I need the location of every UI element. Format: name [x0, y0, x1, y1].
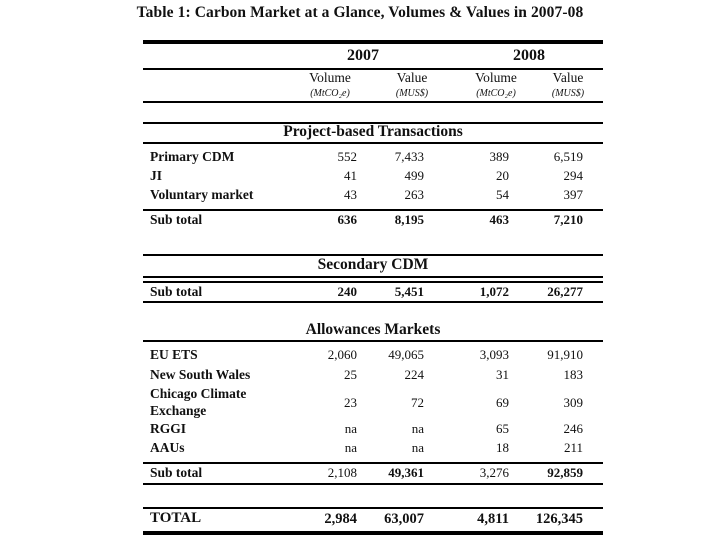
row-label: JI [150, 168, 163, 183]
cell: 2,108 [327, 465, 357, 480]
row-label: AAUs [150, 440, 185, 455]
cell: 25 [344, 367, 357, 382]
row-label: New South Wales [150, 367, 251, 382]
table-title: Table 1: Carbon Market at a Glance, Volumes & Values in 2007-08 [136, 4, 584, 21]
cell: 18 [496, 440, 509, 455]
cell: 240 [337, 284, 357, 299]
col-value-2007: Value [396, 70, 428, 85]
cell: 92,859 [547, 465, 583, 480]
row-label-line2: Exchange [150, 403, 207, 418]
cell: 69 [496, 395, 509, 410]
row-label: Sub total [150, 212, 203, 227]
section-title-project-based: Project-based Transactions [283, 123, 463, 140]
section-rule [143, 276, 603, 278]
col-volume-2008: Volume [475, 70, 517, 85]
row-label: Primary CDM [150, 149, 235, 164]
row-label: Chicago Climate [150, 386, 247, 401]
cell: 126,345 [535, 511, 583, 527]
cell: 463 [489, 212, 509, 227]
cell: 41 [344, 168, 357, 183]
unit-value-2008: (MUS$) [551, 88, 585, 99]
section-rule [143, 340, 603, 342]
row-label: RGGI [150, 421, 187, 436]
section-title-secondary-cdm: Secondary CDM [317, 256, 429, 273]
total-rule [143, 507, 603, 509]
col-value-2008: Value [552, 70, 584, 85]
cell: 246 [563, 421, 583, 436]
cell: 552 [337, 149, 357, 164]
cell: 263 [404, 187, 424, 202]
col-volume-2007: Volume [309, 70, 351, 85]
subtotal-rule [143, 301, 603, 303]
cell: na [344, 421, 357, 436]
cell: 183 [563, 367, 583, 382]
cell: 8,195 [394, 212, 424, 227]
year-2008: 2008 [513, 47, 545, 64]
cell: 4,811 [477, 511, 509, 527]
cell: 65 [496, 421, 509, 436]
cell: 309 [563, 395, 583, 410]
cell: 26,277 [547, 284, 583, 299]
cell: 72 [411, 395, 424, 410]
cell: 63,007 [384, 511, 424, 527]
subtotal-rule [143, 462, 603, 464]
cell: 49,065 [388, 347, 424, 362]
bottom-rule [143, 531, 603, 535]
year-2007: 2007 [347, 47, 379, 64]
top-rule [143, 40, 603, 44]
cell: 6,519 [553, 149, 583, 164]
cell: 49,361 [388, 465, 424, 480]
cell: 211 [563, 440, 583, 455]
unit-volume-2008: (MtCO₂e) [476, 88, 516, 99]
cell: 1,072 [479, 284, 509, 299]
subtotal-rule [143, 209, 603, 211]
cell: 2,984 [324, 511, 357, 527]
section-rule [143, 281, 603, 283]
row-label: EU ETS [150, 347, 198, 362]
cell: 43 [344, 187, 357, 202]
cell: 3,276 [479, 465, 509, 480]
cell: 7,210 [553, 212, 583, 227]
cell: 7,433 [394, 149, 424, 164]
cell: na [411, 421, 424, 436]
cell: 31 [496, 367, 509, 382]
subtotal-rule [143, 483, 603, 485]
row-label: Sub total [150, 465, 203, 480]
cell: 224 [404, 367, 424, 382]
row-label: Sub total [150, 284, 203, 299]
section-title-allowances: Allowances Markets [305, 321, 441, 338]
section-rule [143, 142, 603, 144]
cell: 23 [344, 395, 357, 410]
cell: 20 [496, 168, 509, 183]
cell: 389 [489, 149, 509, 164]
row-label: Voluntary market [150, 187, 254, 202]
unit-value-2007: (MUS$) [395, 88, 429, 99]
cell: 2,060 [327, 347, 357, 362]
cell: 499 [404, 168, 424, 183]
unit-volume-2007: (MtCO₂e) [310, 88, 350, 99]
header-rule [143, 101, 603, 103]
cell: 294 [563, 168, 583, 183]
cell: 397 [563, 187, 583, 202]
cell: 3,093 [479, 347, 509, 362]
cell: 5,451 [394, 284, 424, 299]
cell: 54 [496, 187, 509, 202]
cell: 91,910 [547, 347, 583, 362]
cell: na [411, 440, 424, 455]
row-label: TOTAL [150, 510, 202, 526]
cell: 636 [337, 212, 357, 227]
cell: na [344, 440, 357, 455]
